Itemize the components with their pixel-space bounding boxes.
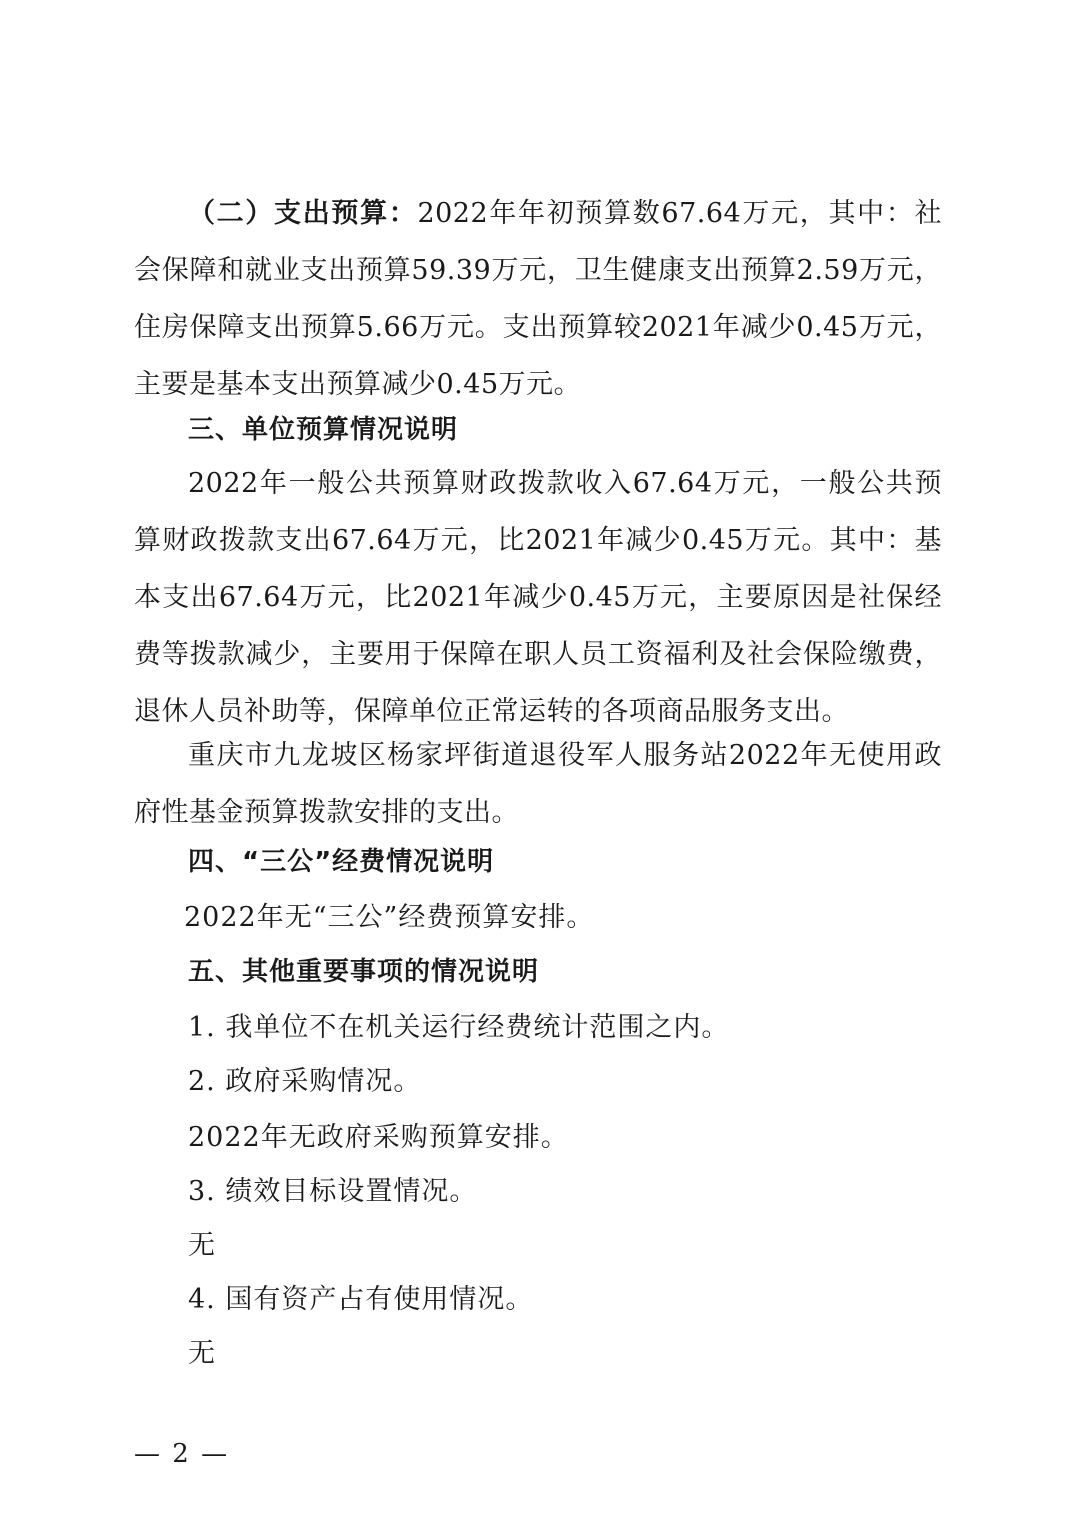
list-item-4-text: 无 xyxy=(188,1338,216,1369)
list-item-1: 1. 我单位不在机关运行经费统计范围之内。 xyxy=(188,1012,730,1043)
list-item-2: 2. 政府采购情况。 xyxy=(188,1066,422,1097)
page-number: — 2 — xyxy=(134,1439,230,1469)
unit-budget-paragraph: 2022年一般公共预算财政拨款收入67.64万元，一般公共预算财政拨款支出67.64万元，比2021年减少0.45万元。其中：基本支出67.64万元，比2021年减少0.45万元，主要原因是社保经费等拨款减少，主要用于保障在职人员工资福利及社会保险缴费，退休人员补助等，保障单位正常运转的各项商品服务支出。 xyxy=(134,468,942,727)
section-heading-unit-budget: 三、单位预算情况说明 xyxy=(188,415,459,445)
section-heading-other-matters: 五、其他重要事项的情况说明 xyxy=(188,957,540,987)
expense-budget-paragraph xyxy=(134,185,942,413)
three-public-paragraph: 2022年无“三公”经费预算安排。 xyxy=(184,902,595,933)
list-item-2-text: 2022年无政府采购预算安排。 xyxy=(188,1122,569,1153)
list-item-3-text: 无 xyxy=(188,1230,216,1261)
expense-budget-lead: （二）支出预算： xyxy=(188,198,418,229)
list-item-3: 3. 绩效目标设置情况。 xyxy=(188,1176,478,1207)
section-heading-three-public: 四、“三公”经费情况说明 xyxy=(188,847,495,877)
government-fund-paragraph: 重庆市九龙坡区杨家坪街道退役军人服务站2022年无使用政府性基金预算拨款安排的支出。 xyxy=(134,740,942,828)
expense-budget-text: 2022年年初预算数67.64万元，其中：社会保障和就业支出预算59.39万元，卫生健康支出预算2.59万元，住房保障支出预算5.66万元。支出预算较2021年减少0.45万元，主要是基本支出预算减少0.45万元。 xyxy=(134,198,942,400)
list-item-4: 4. 国有资产占有使用情况。 xyxy=(188,1284,534,1315)
